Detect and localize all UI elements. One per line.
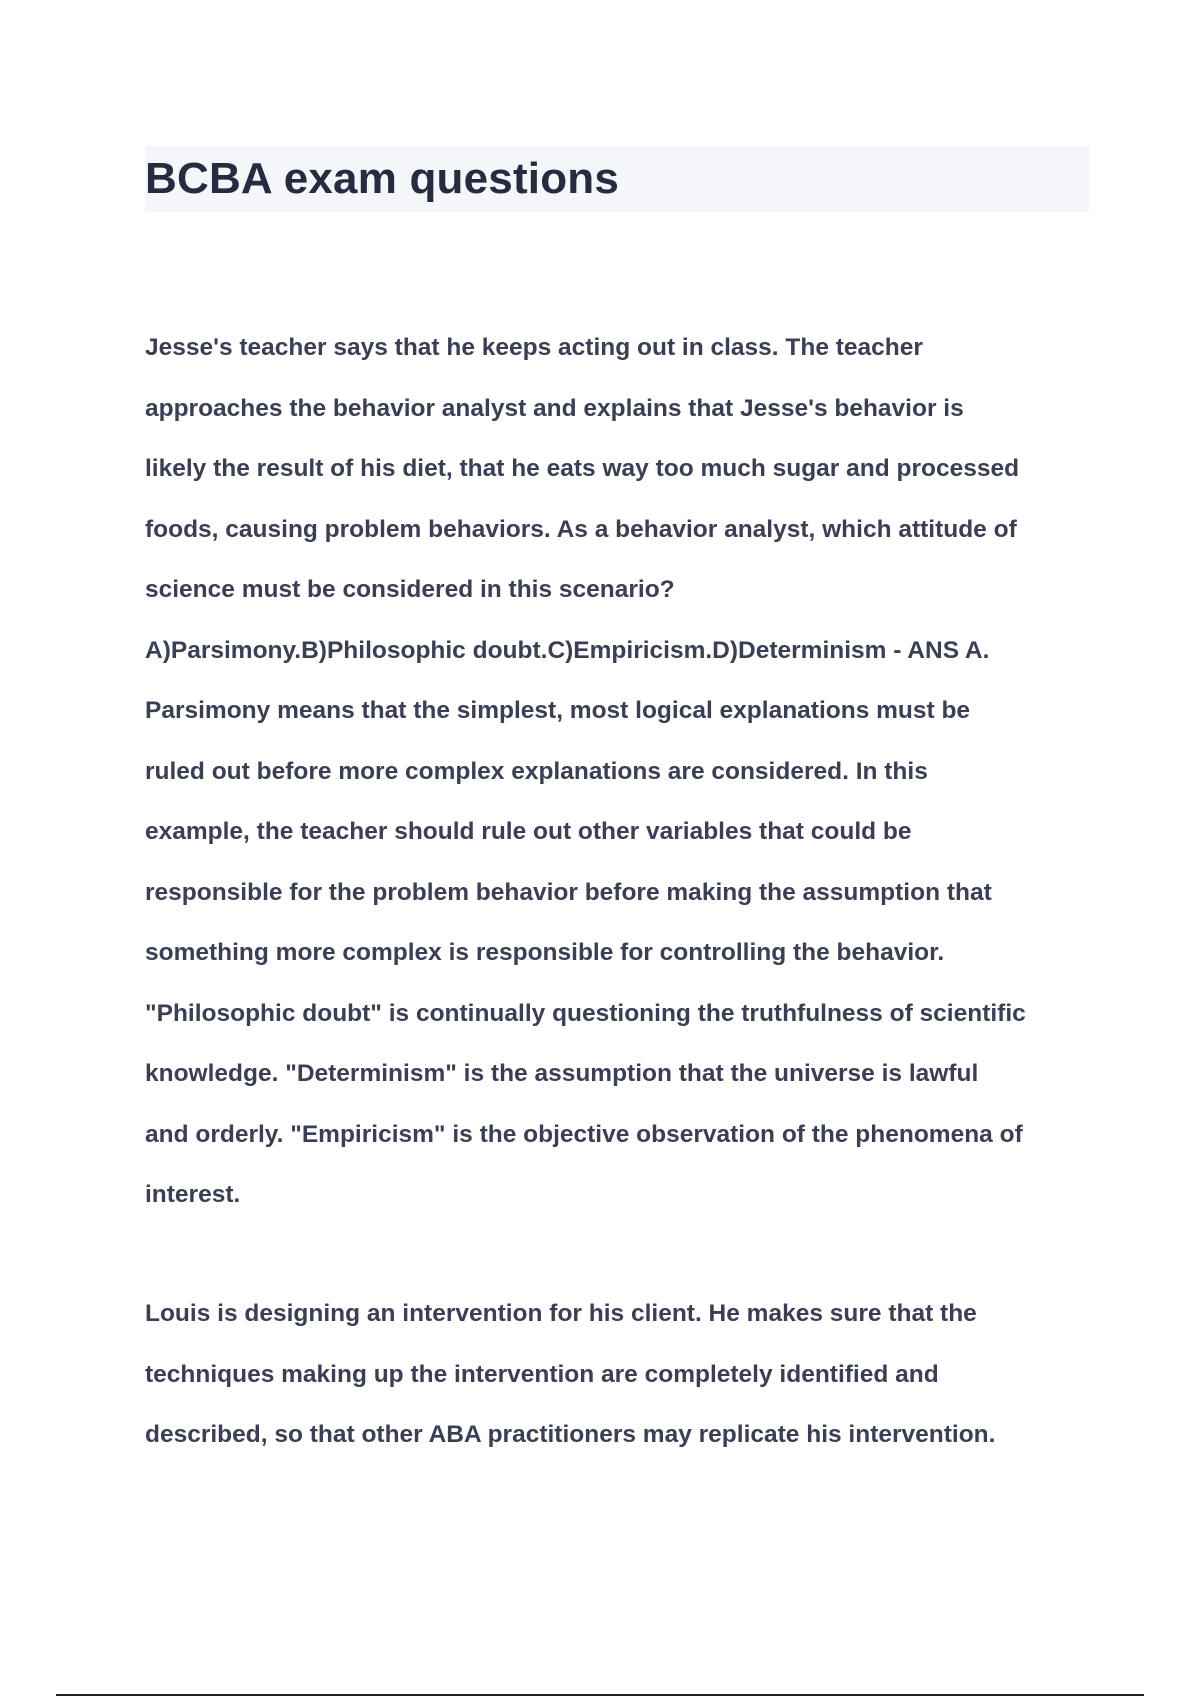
question-block <box>145 318 1089 1226</box>
question-block <box>145 1284 1089 1466</box>
footer-divider <box>56 1694 1144 1696</box>
question-text: Jesse's teacher says that he keeps acting out in class. The teacher approaches the behavior analyst and explains that Jesse's behavior is likely the result of his diet, that he eats way too much sugar and processed foods, causing problem behaviors. As a behavior analyst, which attitude of science must be considered in this scenario? A)Parsimony.B)Philosophic doubt.C)Empiricism.D)Determinism - ANS A. Parsimony means that the simplest, most logical explanations must be ruled out before more complex explanations are considered. In this example, the teacher should rule out other variables that could be responsible for the problem behavior before making the assumption that something more complex is responsible for controlling the behavior. "Philosophic doubt" is continually questioning the truthfulness of scientific knowledge. "Determinism" is the assumption that the universe is lawful and orderly. "Empiricism" is the objective observation of the phenomena of interest. <box>145 334 1026 1208</box>
question-text: Louis is designing an intervention for his client. He makes sure that the techniques making up the intervention are completely identified and described, so that other ABA practitioners may replicate his intervention. <box>145 1300 996 1448</box>
title-bar <box>145 146 1089 212</box>
document-title: BCBA exam questions <box>145 154 620 203</box>
